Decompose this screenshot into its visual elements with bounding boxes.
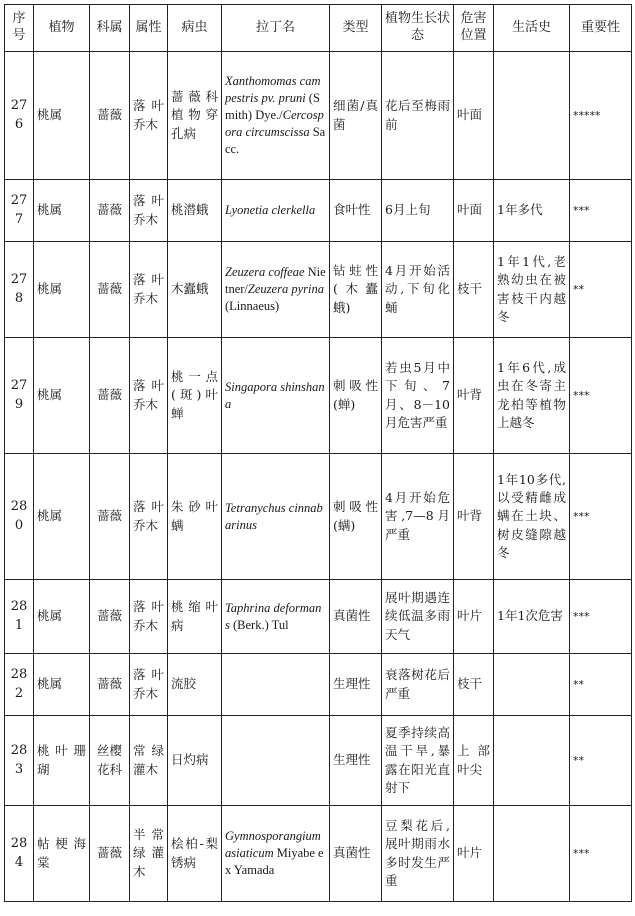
cell-plant: 桃属 — [34, 338, 90, 454]
table-header — [5, 5, 632, 52]
cell-plant: 桃属 — [34, 242, 90, 338]
cell-pest: 木蠹蛾 — [168, 242, 222, 338]
header-no: 序号 — [5, 5, 34, 52]
latin-name-segment: Zeuzera coffeae — [225, 265, 305, 280]
cell-pest: 蔷薇科植物穿孔病 — [168, 52, 222, 180]
cell-position: 叶背 — [454, 454, 494, 580]
cell-importance: ** — [570, 654, 632, 716]
header-stage: 植物生长状态 — [382, 5, 454, 52]
cell-stage: 衰落树花后严重 — [382, 654, 454, 716]
cell-pest: 流胶 — [168, 654, 222, 716]
latin-name-segment: Tetranychus cinnabarinus — [225, 500, 323, 532]
table-row — [5, 454, 632, 580]
cell-latin — [222, 338, 330, 454]
cell-pest: 桃一点(斑)叶蝉 — [168, 338, 222, 454]
cell-family: 蔷薇 — [90, 654, 130, 716]
latin-name-segment: Gymnosporangium asiaticum — [225, 829, 321, 861]
cell-type: 真菌性 — [330, 806, 382, 902]
cell-importance: ***** — [570, 52, 632, 180]
cell-attr: 落叶乔木 — [130, 580, 168, 654]
cell-no: 282 — [5, 654, 34, 716]
cell-stage: 夏季持续高温干旱,暴露在阳光直射下 — [382, 716, 454, 806]
cell-attr: 落叶乔木 — [130, 52, 168, 180]
latin-name-segment: Zeuzera pyrina — [247, 282, 324, 297]
cell-attr: 落叶乔木 — [130, 242, 168, 338]
cell-type: 真菌性 — [330, 580, 382, 654]
cell-type: 食叶性 — [330, 180, 382, 242]
cell-type: 刺吸性(蝉) — [330, 338, 382, 454]
cell-importance: *** — [570, 338, 632, 454]
cell-attr: 半常绿灌木 — [130, 806, 168, 902]
latin-name-segment: Nietner/ — [225, 265, 326, 297]
cell-family: 蔷薇 — [90, 242, 130, 338]
cell-lifecycle — [494, 716, 570, 806]
cell-family: 丝樱花科 — [90, 716, 130, 806]
cell-latin — [222, 180, 330, 242]
cell-latin — [222, 654, 330, 716]
table-row — [5, 806, 632, 902]
cell-lifecycle: 1年1次危害 — [494, 580, 570, 654]
table-row — [5, 242, 632, 338]
cell-position: 枝干 — [454, 242, 494, 338]
cell-family: 蔷薇 — [90, 180, 130, 242]
cell-importance: *** — [570, 454, 632, 580]
cell-position: 枝干 — [454, 654, 494, 716]
latin-name-segment: Miyabe ex Yamada — [225, 846, 324, 877]
cell-latin — [222, 806, 330, 902]
cell-lifecycle: 1年1代,老熟幼虫在被害枝干内越冬 — [494, 242, 570, 338]
cell-no: 280 — [5, 454, 34, 580]
cell-position: 叶背 — [454, 338, 494, 454]
cell-position: 上部叶尖 — [454, 716, 494, 806]
cell-importance: ** — [570, 716, 632, 806]
cell-stage: 花后至梅雨前 — [382, 52, 454, 180]
header-family: 科属 — [90, 5, 130, 52]
cell-type: 生理性 — [330, 716, 382, 806]
cell-no: 276 — [5, 52, 34, 180]
cell-family: 蔷薇 — [90, 454, 130, 580]
cell-lifecycle — [494, 654, 570, 716]
cell-no: 279 — [5, 338, 34, 454]
cell-lifecycle: 1年10多代,以受精雌成螨在土块、树皮缝隙越冬 — [494, 454, 570, 580]
table-row — [5, 580, 632, 654]
cell-no: 281 — [5, 580, 34, 654]
cell-plant: 桃叶珊瑚 — [34, 716, 90, 806]
cell-family: 蔷薇 — [90, 338, 130, 454]
cell-plant: 桃属 — [34, 454, 90, 580]
cell-stage: 4月开始危害,7—8月严重 — [382, 454, 454, 580]
table-row — [5, 654, 632, 716]
header-plant: 植物 — [34, 5, 90, 52]
pest-table — [4, 4, 632, 902]
cell-lifecycle: 1年多代 — [494, 180, 570, 242]
header-importance: 重要性 — [570, 5, 632, 52]
header-pest: 病虫 — [168, 5, 222, 52]
cell-latin — [222, 52, 330, 180]
cell-plant: 桃属 — [34, 654, 90, 716]
latin-name-segment: Taphrina deformans — [225, 600, 322, 632]
latin-name-segment: Cercospora circumscissa — [225, 108, 324, 139]
cell-family: 蔷薇 — [90, 806, 130, 902]
header-row — [5, 5, 632, 52]
cell-lifecycle — [494, 52, 570, 180]
header-lifecycle: 生活史 — [494, 5, 570, 52]
cell-family: 蔷薇 — [90, 580, 130, 654]
cell-pest: 桃潜蛾 — [168, 180, 222, 242]
header-position: 危害位置 — [454, 5, 494, 52]
header-type: 类型 — [330, 5, 382, 52]
cell-plant: 桃属 — [34, 580, 90, 654]
table-row — [5, 180, 632, 242]
latin-name-segment: Xanthomomas campestris pv. pruni — [225, 74, 321, 106]
cell-position: 叶片 — [454, 806, 494, 902]
table-body — [5, 52, 632, 902]
cell-position: 叶面 — [454, 52, 494, 180]
cell-pest: 朱砂叶螨 — [168, 454, 222, 580]
latin-name-segment: Lyonetia clerkella — [225, 203, 316, 218]
cell-attr: 落叶乔木 — [130, 180, 168, 242]
cell-attr: 落叶乔木 — [130, 454, 168, 580]
cell-position: 叶面 — [454, 180, 494, 242]
cell-latin — [222, 242, 330, 338]
cell-pest: 日灼病 — [168, 716, 222, 806]
latin-name-segment: Sacc. — [225, 124, 326, 156]
cell-stage: 6月上旬 — [382, 180, 454, 242]
cell-stage: 展叶期遇连续低温多雨天气 — [382, 580, 454, 654]
cell-type: 钻蛀性(木蠹蛾) — [330, 242, 382, 338]
cell-lifecycle — [494, 806, 570, 902]
cell-no: 283 — [5, 716, 34, 806]
cell-importance: *** — [570, 580, 632, 654]
header-attr: 属性 — [130, 5, 168, 52]
cell-latin — [222, 716, 330, 806]
cell-position: 叶片 — [454, 580, 494, 654]
cell-type: 细菌/真菌 — [330, 52, 382, 180]
cell-importance: ** — [570, 242, 632, 338]
cell-plant: 桃属 — [34, 52, 90, 180]
cell-latin — [222, 454, 330, 580]
table-row — [5, 338, 632, 454]
cell-no: 277 — [5, 180, 34, 242]
cell-stage: 4月开始活动,下旬化蛹 — [382, 242, 454, 338]
cell-pest: 桃缩叶病 — [168, 580, 222, 654]
cell-plant: 帖梗海棠 — [34, 806, 90, 902]
cell-attr: 常绿灌木 — [130, 716, 168, 806]
cell-attr: 落叶乔木 — [130, 654, 168, 716]
cell-pest: 桧柏-梨锈病 — [168, 806, 222, 902]
cell-family: 蔷薇 — [90, 52, 130, 180]
latin-name-segment: (Linnaeus) — [225, 298, 280, 313]
cell-latin — [222, 580, 330, 654]
latin-name-segment: Singapora shinshana — [225, 379, 325, 411]
cell-stage: 若虫5月中下旬、7月、8－10月危害严重 — [382, 338, 454, 454]
cell-type: 生理性 — [330, 654, 382, 716]
cell-type: 刺吸性(螨) — [330, 454, 382, 580]
table-row — [5, 716, 632, 806]
header-latin: 拉丁名 — [222, 5, 330, 52]
cell-importance: *** — [570, 180, 632, 242]
cell-plant: 桃属 — [34, 180, 90, 242]
latin-name-segment: (Smith) Dye./ — [225, 91, 320, 123]
cell-no: 278 — [5, 242, 34, 338]
cell-no: 284 — [5, 806, 34, 902]
cell-stage: 豆梨花后,展叶期雨水多时发生严重 — [382, 806, 454, 902]
latin-name-segment: (Berk.) Tul — [229, 617, 289, 632]
cell-importance: *** — [570, 806, 632, 902]
cell-attr: 落叶乔木 — [130, 338, 168, 454]
cell-lifecycle: 1年6代,成虫在冬寄主龙柏等植物上越冬 — [494, 338, 570, 454]
table-row — [5, 52, 632, 180]
